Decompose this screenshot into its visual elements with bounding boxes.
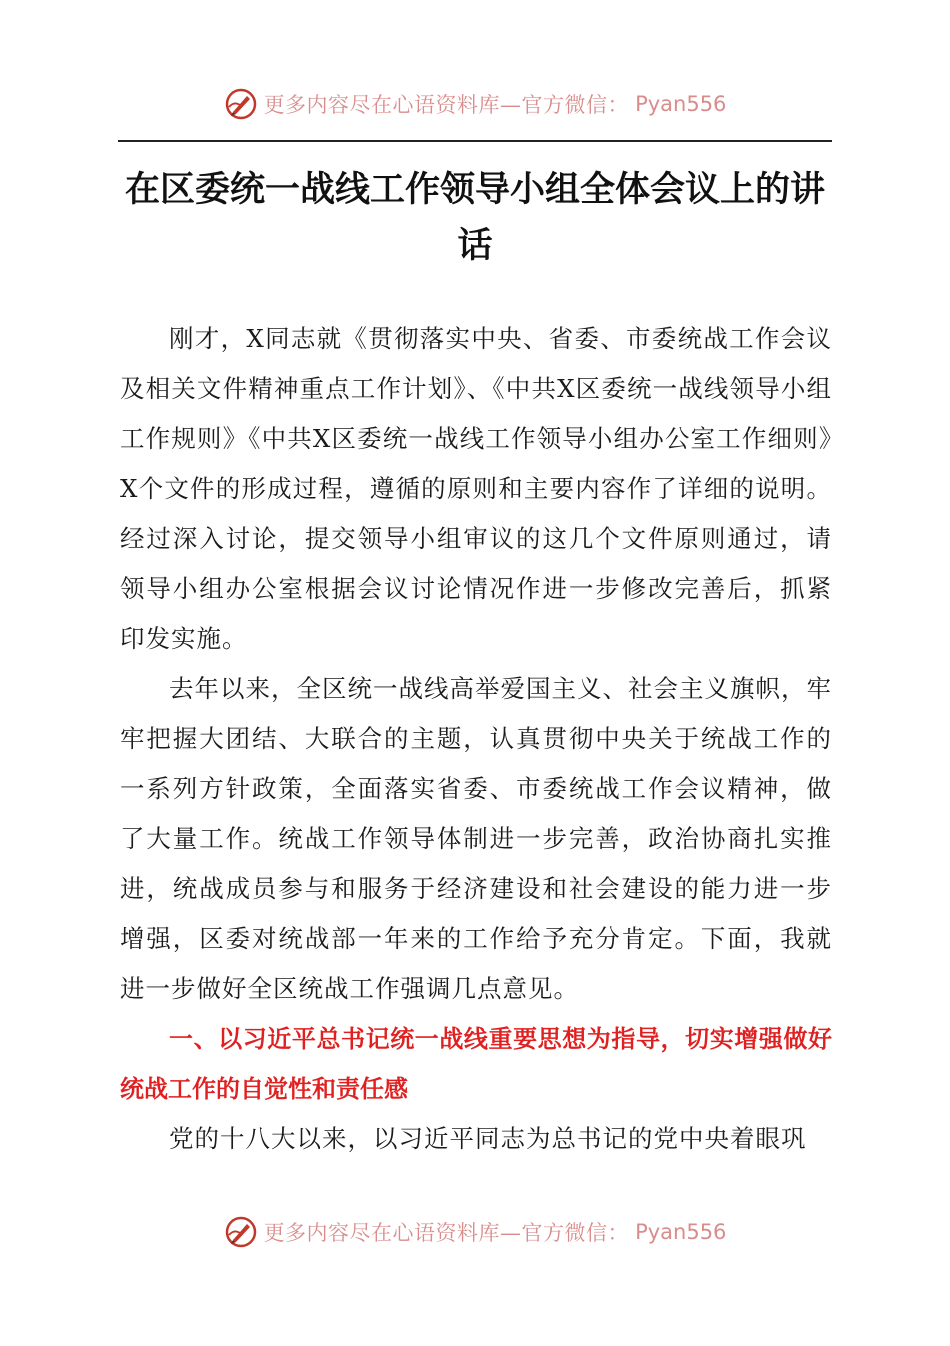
footer-watermark	[0, 1212, 950, 1252]
watermark-text: 更多内容尽在心语资料库—官方微信：	[263, 93, 630, 117]
watermark-text: 更多内容尽在心语资料库—官方微信：	[263, 1221, 630, 1245]
watermark-wechat-id: Pyan556	[635, 92, 727, 116]
header-watermark	[0, 84, 950, 124]
pen-circle-logo-icon	[224, 87, 258, 121]
document-title: 在区委统一战线工作领导小组全体会议上的讲话	[124, 170, 825, 266]
watermark-wechat-id: Pyan556	[635, 1220, 727, 1244]
pen-circle-logo-icon	[224, 1215, 258, 1249]
paragraph-3: 党的十八大以来，以习近平同志为总书记的党中央着眼巩	[169, 1124, 807, 1153]
section-heading-1: 一、以习近平总书记统一战线重要思想为指导，切实增强做好统战工作的自觉性和责任感	[120, 1025, 832, 1103]
document-body	[120, 314, 832, 1164]
header-divider	[118, 140, 832, 142]
paragraph-1: 刚才，X同志就《贯彻落实中央、省委、市委统战工作会议及相关文件精神重点工作计划》、《中共X区委统一战线领导小组工作规则》《中共X区委统一战线工作领导小组办公室工作细则》X个文件的形成过程，遵循的原则和主要内容作了详细的说明。经过深入讨论，提交领导小组审议的这几个文件原则通过，请领导小组办公室根据会议讨论情况作进一步修改完善后，抓紧印发实施。	[120, 324, 832, 653]
paragraph-2: 去年以来，全区统一战线高举爱国主义、社会主义旗帜，牢牢把握大团结、大联合的主题，认真贯彻中央关于统战工作的一系列方针政策，全面落实省委、市委统战工作会议精神，做了大量工作。统战工作领导体制进一步完善，政治协商扎实推进，统战成员参与和服务于经济建设和社会建设的能力进一步增强，区委对统战部一年来的工作给予充分肯定。下面，我就进一步做好全区统战工作强调几点意见。	[120, 674, 832, 1003]
